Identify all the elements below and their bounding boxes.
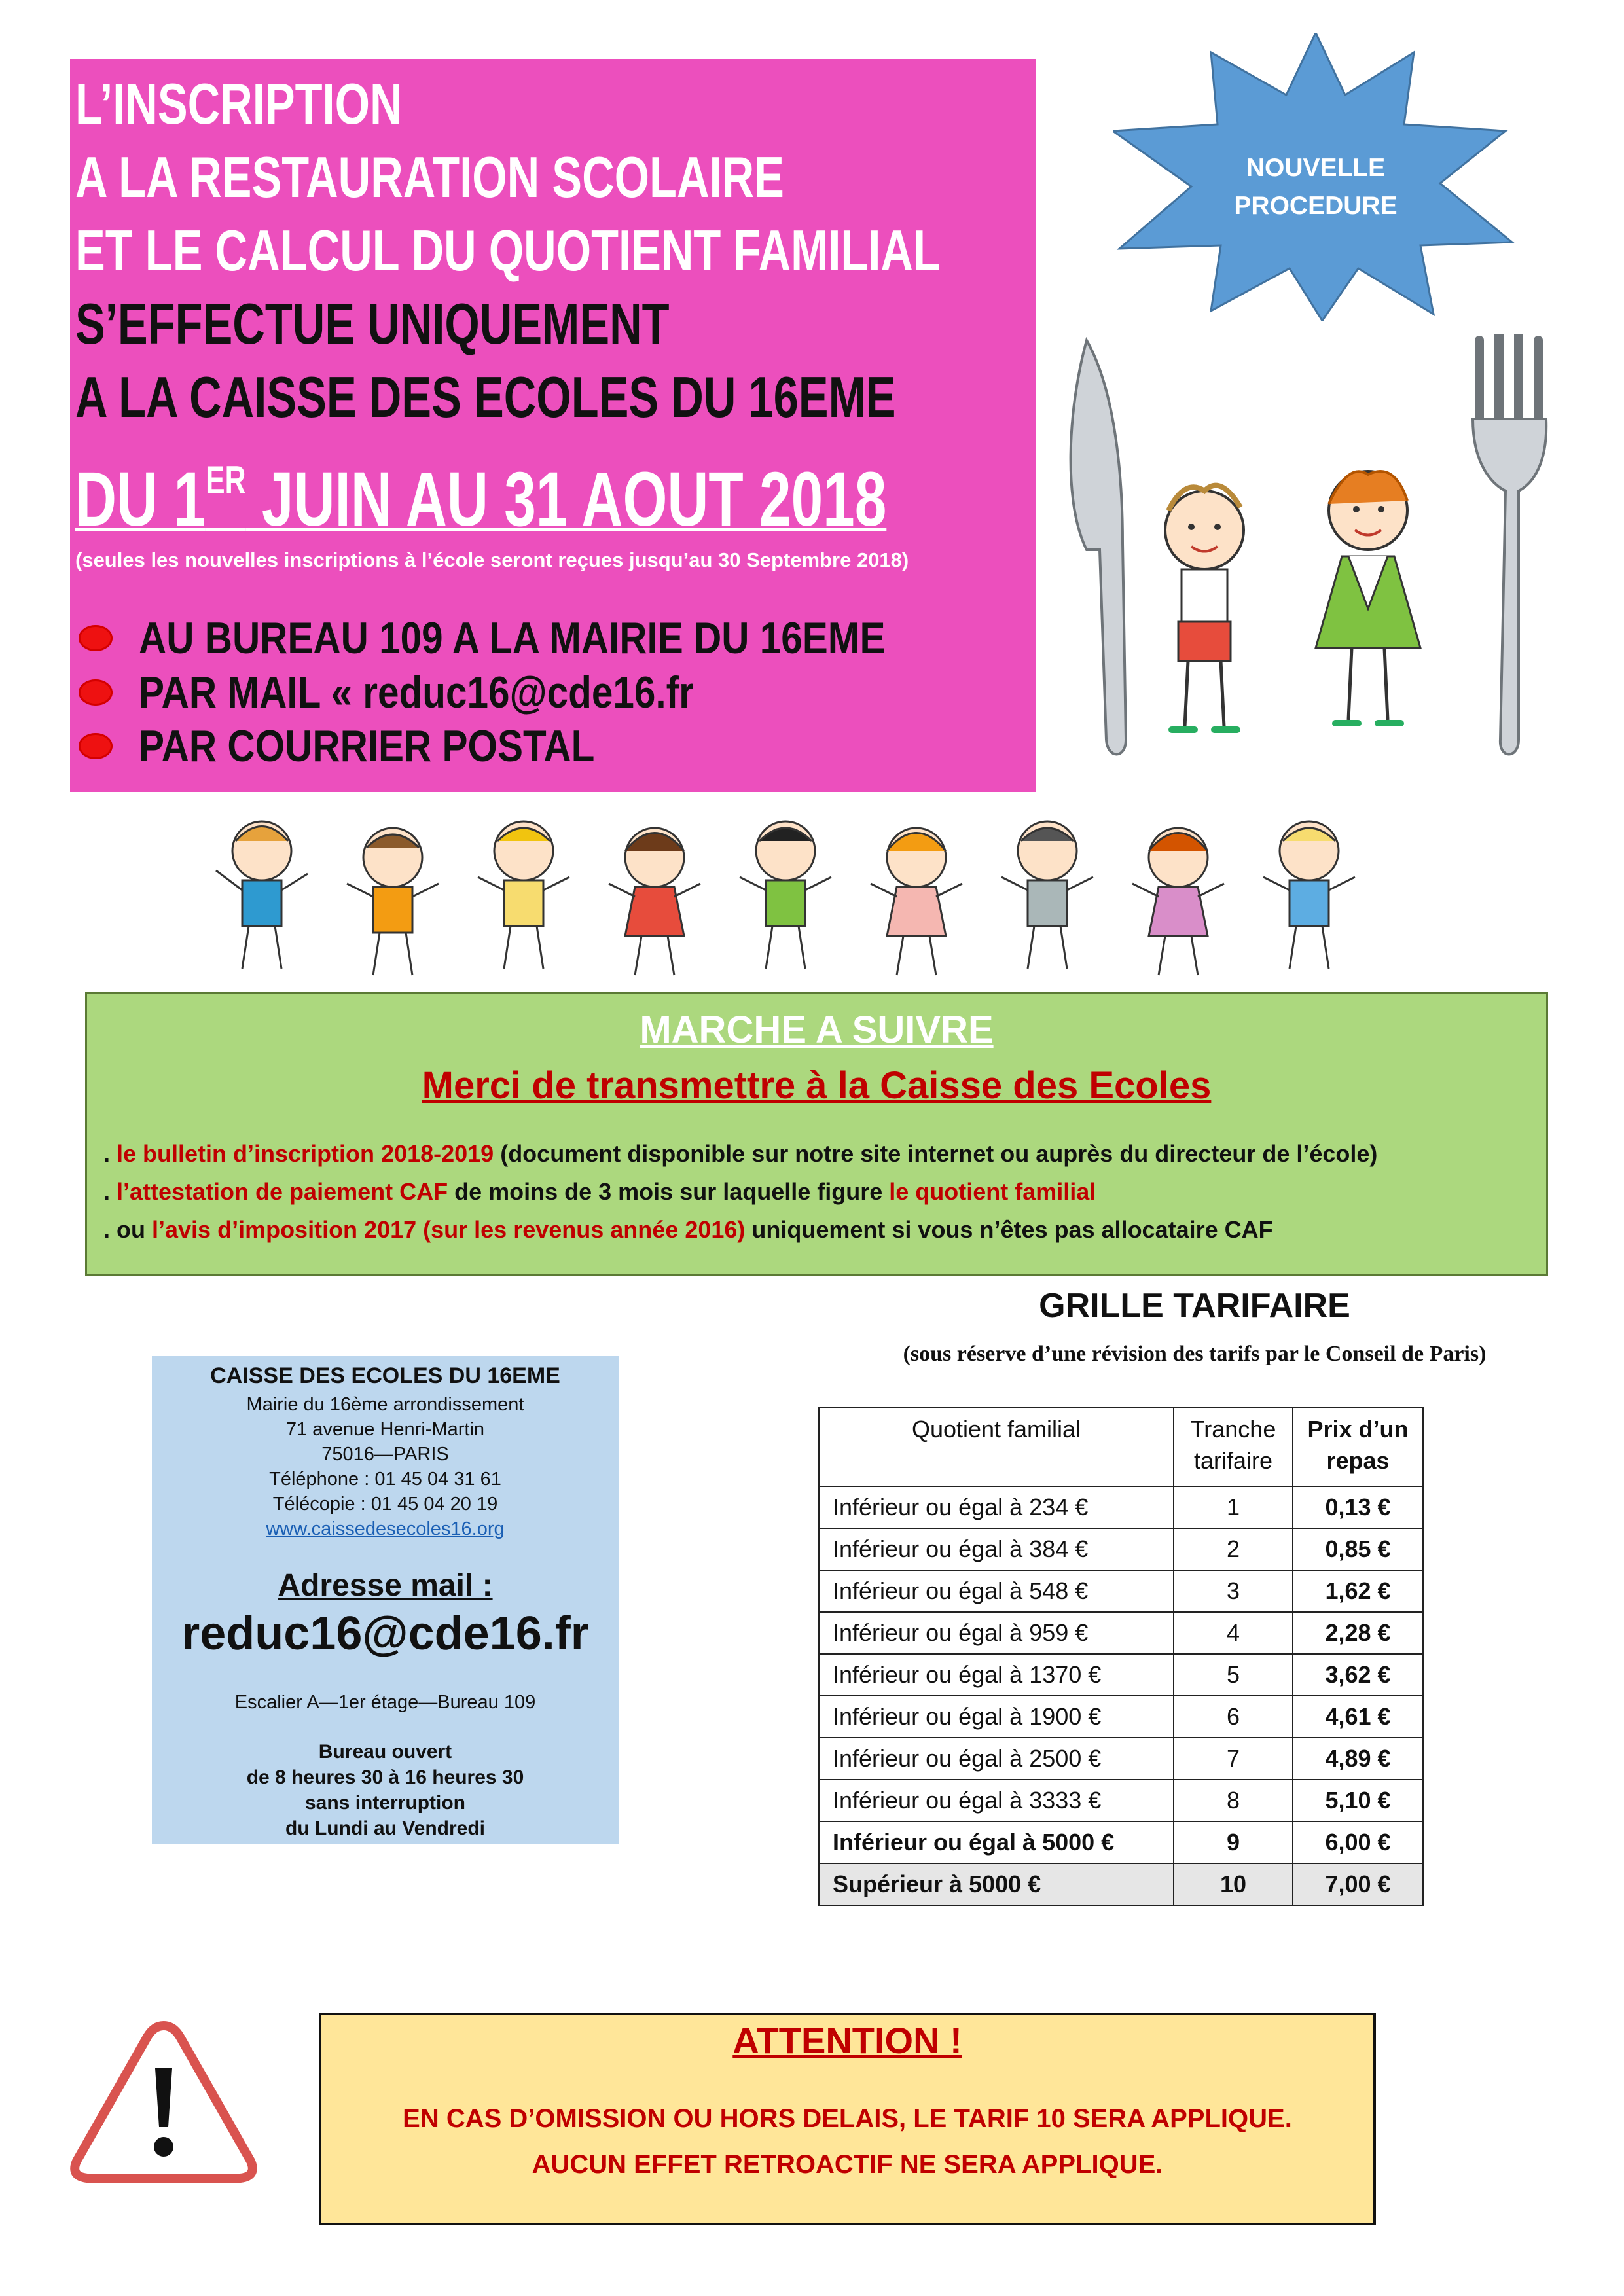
table-cell-p: 3,62 € [1293, 1654, 1423, 1696]
table-cell-t: 9 [1174, 1821, 1293, 1863]
contact-line-2: 71 avenue Henri-Martin [285, 1419, 485, 1440]
price-grid-note: (sous réserve d’une révision des tarifs par le Conseil de Paris) [903, 1342, 1487, 1366]
table-cell-q: Inférieur ou égal à 1370 € [819, 1654, 1174, 1696]
table-cell-q: Inférieur ou égal à 548 € [819, 1570, 1174, 1612]
table-cell-p: 0,85 € [1293, 1528, 1423, 1570]
contact-title: CAISSE DES ECOLES DU 16EME [210, 1363, 560, 1388]
steps-title: MARCHE A SUIVRE [640, 1009, 994, 1051]
table-row [819, 1780, 1423, 1821]
table-cell-p: 5,10 € [1293, 1780, 1423, 1821]
table-cell-t: 1 [1174, 1486, 1293, 1528]
date-note: (seules les nouvelles inscriptions à l’école seront reçues jusqu’au 30 Septembre 2018) [75, 548, 909, 571]
table-cell-q: Inférieur ou égal à 234 € [819, 1486, 1174, 1528]
table-cell-t: 5 [1174, 1654, 1293, 1696]
contact-website-link[interactable]: www.caissedesecoles16.org [266, 1518, 505, 1539]
step-item-1: . le bulletin d’inscription 2018-2019 (document disponible sur notre site internet ou auprès du directeur de l’école) [103, 1140, 1378, 1167]
table-cell-t: 2 [1174, 1528, 1293, 1570]
table-cell-t: 4 [1174, 1612, 1293, 1654]
table-cell-q: Inférieur ou égal à 384 € [819, 1528, 1174, 1570]
badge-text: NOUVELLE PROCEDURE [1234, 154, 1398, 220]
contact-fax: Télécopie : 01 45 04 20 19 [272, 1494, 498, 1515]
table-cell-p: 1,62 € [1293, 1570, 1423, 1612]
table-row [819, 1612, 1423, 1654]
header-line-2: A LA RESTAURATION SCOLAIRE [75, 145, 784, 209]
contact-hours-4: du Lundi au Vendredi [285, 1818, 485, 1839]
table-cell-p: 6,00 € [1293, 1821, 1423, 1863]
table-cell-t: 8 [1174, 1780, 1293, 1821]
table-row [819, 1738, 1423, 1780]
table-header-row [819, 1408, 1423, 1486]
header-line-5: A LA CAISSE DES ECOLES DU 16EME [75, 365, 896, 429]
table-cell-p: 0,13 € [1293, 1486, 1423, 1528]
date-range: DU 1ER JUIN AU 31 AOUT 2018 [75, 456, 887, 543]
contact-location: Escalier A—1er étage—Bureau 109 [234, 1692, 536, 1713]
attention-line-1: EN CAS D’OMISSION OU HORS DELAIS, LE TARIF 10 SERA APPLIQUE. [403, 2104, 1292, 2133]
table-cell-q: Supérieur à 5000 € [819, 1863, 1174, 1905]
warning-triangle-icon [69, 2016, 259, 2186]
contact-mail-label: Adresse mail : [278, 1568, 493, 1603]
bullet-post: PAR COURRIER POSTAL [79, 720, 669, 772]
kids-with-cutlery-illustration [1060, 334, 1571, 779]
table-row [819, 1821, 1423, 1863]
table-cell-p: 4,61 € [1293, 1696, 1423, 1738]
contact-line-3: 75016—PARIS [321, 1444, 449, 1465]
dancing-children-illustration [196, 812, 1427, 982]
red-dot-icon [79, 625, 113, 651]
table-row [819, 1570, 1423, 1612]
table-cell-p: 4,89 € [1293, 1738, 1423, 1780]
attention-title: ATTENTION ! [732, 2020, 962, 2061]
step-item-3: . ou l’avis d’imposition 2017 (sur les revenus année 2016) uniquement si vous n’êtes pas allocataire CAF [103, 1216, 1273, 1243]
table-cell-q: Inférieur ou égal à 959 € [819, 1612, 1174, 1654]
table-row [819, 1528, 1423, 1570]
col-prix: Prix d’un repas [1293, 1408, 1423, 1486]
table-cell-t: 6 [1174, 1696, 1293, 1738]
table-row [819, 1486, 1423, 1528]
table-cell-t: 3 [1174, 1570, 1293, 1612]
table-cell-p: 2,28 € [1293, 1612, 1423, 1654]
table-cell-t: 10 [1174, 1863, 1293, 1905]
table-row [819, 1696, 1423, 1738]
bullet-mail: PAR MAIL « reduc16@cde16.fr [79, 666, 784, 719]
price-grid-title: GRILLE TARIFAIRE [1039, 1287, 1350, 1325]
steps-subtitle: Merci de transmettre à la Caisse des Ecoles [422, 1064, 1212, 1107]
contact-line-1: Mairie du 16ème arrondissement [246, 1394, 524, 1415]
red-dot-icon [79, 733, 113, 759]
attention-line-2: AUCUN EFFET RETROACTIF NE SERA APPLIQUE. [532, 2150, 1163, 2179]
table-cell-t: 7 [1174, 1738, 1293, 1780]
contact-hours-2: de 8 heures 30 à 16 heures 30 [246, 1767, 524, 1788]
contact-hours-3: sans interruption [304, 1792, 466, 1814]
table-row [819, 1654, 1423, 1696]
table-cell-q: Inférieur ou égal à 5000 € [819, 1821, 1174, 1863]
col-quotient: Quotient familial [819, 1408, 1174, 1486]
table-row [819, 1863, 1423, 1905]
bullet-office: AU BUREAU 109 A LA MAIRIE DU 16EME [79, 612, 1007, 664]
header-line-4: S’EFFECTUE UNIQUEMENT [75, 291, 670, 356]
contact-mail[interactable]: reduc16@cde16.fr [181, 1607, 589, 1660]
price-table [818, 1407, 1424, 1906]
col-tranche: Tranche tarifaire [1174, 1408, 1293, 1486]
contact-hours-1: Bureau ouvert [318, 1741, 452, 1763]
step-item-2: . l’attestation de paiement CAF de moins de 3 mois sur laquelle figure le quotient familial [103, 1178, 1096, 1205]
table-cell-q: Inférieur ou égal à 3333 € [819, 1780, 1174, 1821]
table-cell-q: Inférieur ou égal à 2500 € [819, 1738, 1174, 1780]
header-line-1: L’INSCRIPTION [75, 71, 403, 136]
table-cell-p: 7,00 € [1293, 1863, 1423, 1905]
contact-phone: Téléphone : 01 45 04 31 61 [269, 1469, 501, 1490]
table-cell-q: Inférieur ou égal à 1900 € [819, 1696, 1174, 1738]
red-dot-icon [79, 679, 113, 706]
header-line-3: ET LE CALCUL DU QUOTIENT FAMILIAL [75, 218, 941, 283]
